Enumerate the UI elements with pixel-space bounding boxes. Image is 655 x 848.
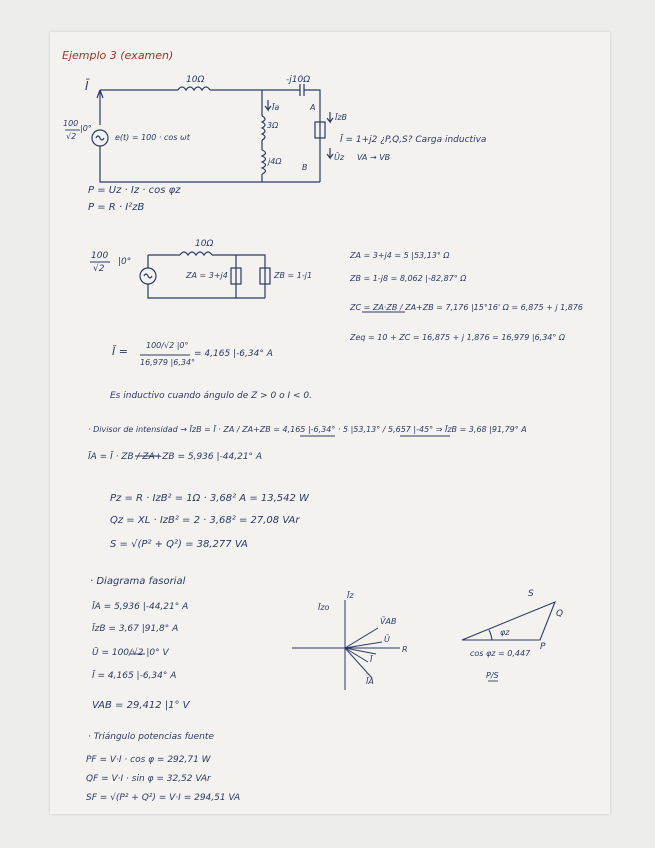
impedance-zb: ZB = 1-j8 = 8,062 |-82,87° Ω	[350, 274, 467, 283]
ia-label: Īa	[272, 103, 280, 112]
current-lhs: Ī =	[112, 345, 128, 358]
triangle-p: P	[540, 642, 546, 652]
phasor-label-ia: ĪA	[366, 677, 374, 686]
uz-label: Ūz	[334, 153, 345, 162]
current-num: 100/√2 |0°	[146, 341, 189, 350]
impedance-zc: ZC = ZA·ZB / ZA+ZB = 7,176 |15°16' Ω = 6,875 + j 1,876	[350, 303, 584, 312]
la-label: j4Ω	[268, 157, 282, 166]
c2-resistor: 10Ω	[195, 239, 214, 249]
node-b-label: B	[302, 163, 308, 172]
current-label: Ī	[85, 79, 89, 93]
phasor-label-iz: Īz	[347, 591, 354, 600]
power-p: Pz = R · IzB² = 1Ω · 3,68² A = 13,542 W	[110, 493, 309, 504]
c2-source-den: √2	[93, 264, 105, 274]
impedance-za: ZA = 3+j4 = 5 |53,13° Ω	[350, 251, 450, 260]
load-question: Ī = 1+j2 ¿P,Q,S? Carga inductiva	[340, 135, 487, 145]
phasor-label-izb: Īzo	[318, 603, 330, 612]
source-den: √2	[66, 132, 77, 141]
triangle-frac: P/S	[486, 671, 499, 680]
source-power-s: SF = √(P² + Q²) = V·I = 294,51 VA	[86, 793, 241, 803]
ra-label: 3Ω	[267, 121, 279, 130]
c2-zb: ZB = 1-j1	[274, 271, 313, 280]
phasor-u: Ū = 100/√2 |0° V	[92, 648, 169, 658]
phasor-vab: VAB = 29,412 |1° V	[92, 700, 190, 711]
phasor-heading: · Diagrama fasorial	[90, 576, 186, 587]
source-power-heading: · Triángulo potencias fuente	[88, 732, 214, 742]
source-equation: e(t) = 100 · cos ωt	[115, 133, 190, 142]
current-den: 16,979 |6,34°	[140, 358, 196, 367]
c2-za: ZA = 3+j4	[186, 271, 228, 280]
phasor-izb: ĪzB = 3,67 |91,8° A	[92, 624, 179, 634]
source-mag: 100	[63, 119, 79, 128]
phasor-i: Ī = 4,165 |-6,34° A	[92, 671, 177, 681]
capacitor-label: -j10Ω	[286, 75, 311, 85]
vab-label: VA → VB	[357, 153, 391, 162]
c2-source-mag: 100	[91, 251, 109, 261]
phasor-label-r: R	[402, 645, 408, 654]
node-a-label: A	[310, 103, 316, 112]
power-q: Qz = XL · IzB² = 2 · 3,68² = 27,08 VAr	[110, 515, 300, 526]
formula-2: P = R · I²zB	[88, 202, 145, 213]
phasor-label-vab: V̄AB	[380, 617, 397, 626]
resistor-label: 10Ω	[186, 75, 205, 85]
izb-label: ĪzB	[335, 113, 348, 122]
divisor-line-1: · Divisor de intensidad → ĪzB = Ī · ZA / ZA+ZB = 4,165 |-6,34° · 5 |53,13° / 5,657 |-45° ⇒ ĪzB = 3,68 |91,79° A	[88, 425, 527, 434]
power-s: S = √(P² + Q²) = 38,277 VA	[110, 539, 248, 550]
phasor-ia: ĪA = 5,936 |-44,21° A	[92, 602, 189, 612]
phasor-label-i: Ī	[370, 655, 373, 664]
current-result: = 4,165 |-6,34° A	[194, 349, 273, 359]
source-ang: |0°	[80, 124, 92, 133]
formula-1: P = Uz · Iz · cos φz	[88, 185, 181, 196]
triangle-cos: cos φz = 0,447	[470, 649, 531, 658]
source-power-p: PF = V·I · cos φ = 292,71 W	[86, 755, 211, 765]
triangle-phi: φz	[500, 628, 510, 637]
impedance-zeq: Zeq = 10 + ZC = 16,875 + j 1,876 = 16,979 |6,34° Ω	[350, 333, 566, 342]
source-power-q: QF = V·I · sin φ = 32,52 VAr	[86, 774, 211, 784]
divisor-line-2: ĪA = Ī · ZB / ZA+ZB = 5,936 |-44,21° A	[88, 452, 263, 462]
inductive-note: Es inductivo cuando ángulo de Z > 0 o I < 0.	[110, 391, 312, 401]
triangle-q: Q	[556, 609, 564, 619]
triangle-s: S	[528, 589, 534, 599]
page-title: Ejemplo 3 (examen)	[62, 49, 174, 62]
phasor-label-u: Ū	[384, 635, 390, 644]
c2-source-ang: |0°	[118, 257, 132, 267]
